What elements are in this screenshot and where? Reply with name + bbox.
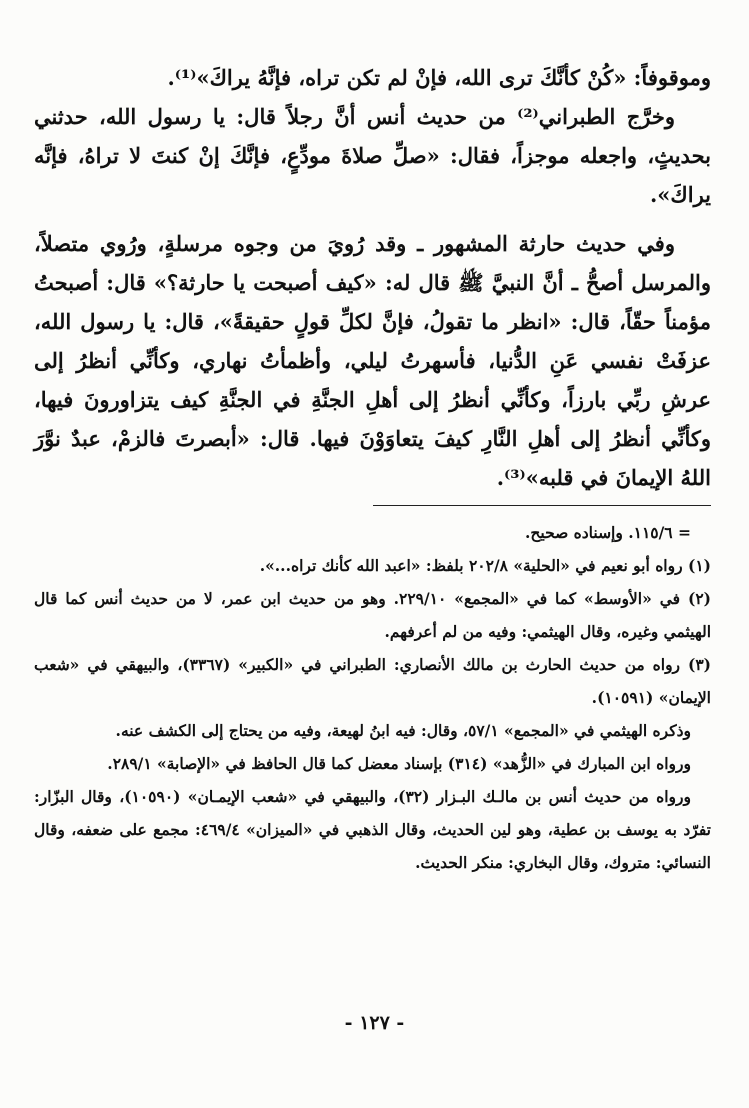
footnote-3-anas: ورواه من حديث أنس بن مالـك البـزار (٣٢)، والبيهقي في «شعب الإيمـان» (١٠٥٩٠)، وقال البزّار: تفرّد به يوسف بن عطية، وهو لين الحديث، وقال الذهبي في «الميزان» ٤٦٩/٤: مجمع على ضعفه، وقال النسائي: متروك، وقال البخاري: منكر الحديث. (34, 787, 711, 872)
paragraph-tabarani-hadith: وخرَّج الطبراني⁽²⁾ من حديث أنس أنَّ رجلاً قال: يا رسول الله، حدثني بحديثٍ، واجعله موجزاً، فقال: «صلِّ صلاةَ مودِّعٍ، فإنَّكَ إنْ كنتَ لا تراهُ، فإنَّه يراكَ». (34, 104, 711, 207)
footnote-1: (١) رواه أبو نعيم في «الحلية» ٢٠٢/٨ بلفظ: «اعبد الله كأنك تراه...». (259, 556, 711, 575)
paragraph-haritha-hadith: وفي حديث حارثة المشهور ـ وقد رُويَ من وجوه مرسلةٍ، ورُوي متصلاً، والمرسل أصحُّ ـ أنَّ النبيَّ ﷺ قال له: «كيف أصبحت يا حارثة؟» قال: أصبحتُ مؤمناً حقّاً، قال: «انظر ما تقولُ، فإنَّ لكلِّ قولٍ حقيقةً»، قال: يا رسول الله، عزفَتْ نفسي عَنِ الدُّنيا، فأسهرتُ ليلي، وأظمأتُ نهاري، وكأنِّي أنظرُ إلى عرشِ ربِّي بارزاً، وكأنِّي أنظرُ إلى أهلِ الجنَّةِ في الجنَّةِ كيف يتزاورونَ فيها، وكأنِّي أنظرُ إلى أهلِ النَّارِ كيفَ يتعاوَوْنَ فيها. قال: «أبصرتَ فالزمْ، عبدٌ نوَّرَ اللهُ الإيمانَ في قلبه»⁽³⁾. (34, 231, 711, 490)
main-text (34, 58, 711, 497)
paragraph-mawqufan: وموقوفاً: «كُنْ كأنَّكَ ترى الله، فإنْ لم تكن تراه، فإنَّهُ يراكَ»⁽¹⁾. (167, 65, 711, 90)
footnote-3-ibn-mubarak: ورواه ابن المبارك في «الزُّهد» (٣١٤) بإسناد معضل كما قال الحافظ في «الإصابة» ٢٨٩/١. (107, 754, 691, 773)
footnote-2: (٢) في «الأوسط» كما في «المجمع» ٢٢٩/١٠. وهو من حديث ابن عمر، لا من حديث أنس كما قال الهيثمي وغيره، وقال الهيثمي: وفيه من لم أعرفهم. (34, 589, 711, 641)
footnote-3-haythami: وذكره الهيثمي في «المجمع» ٥٧/١، وقال: فيه ابنُ لهيعة، وفيه من يحتاج إلى الكشف عنه. (115, 721, 691, 740)
footnote-carryover: = ١١٥/٦. وإسناده صحيح. (525, 523, 691, 542)
footnote-separator (373, 505, 711, 506)
page-number: - ١٢٧ - (344, 1012, 405, 1034)
footnote-3: (٣) رواه من حديث الحارث بن مالك الأنصاري: الطبراني في «الكبير» (٣٣٦٧)، والبيهقي في «شعب الإيمان» (١٠٥٩١). (34, 655, 711, 707)
footnotes (34, 516, 711, 879)
